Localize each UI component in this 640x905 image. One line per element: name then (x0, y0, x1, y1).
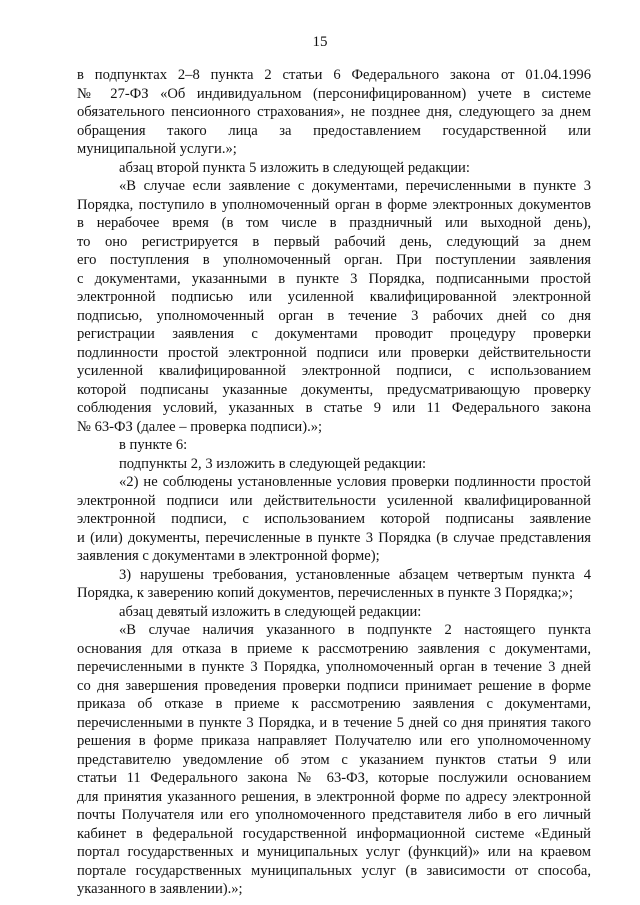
text-line: «2) не соблюдены установленные условия проверки подлинности простой (119, 474, 591, 490)
text-line: статьи 11 Федерального закона № 63-ФЗ, которые послужили основанием (77, 770, 591, 786)
text-line: электронной подписи или действительности усиленной квалифицированной (77, 492, 591, 509)
text-line: обязательного пенсионного страхования», не позднее дня, следующего за днем (77, 104, 591, 120)
text-line: 3) нарушены требования, установленные абзацем четвертым пункта 4 (119, 566, 591, 583)
text-line: абзац девятый изложить в следующей редакции: (119, 603, 422, 620)
text-line: подпункты 2, 3 изложить в следующей редакции: (119, 455, 427, 472)
text-line: регистрации заявления с документами проводит процедуру проверки (77, 326, 591, 342)
text-line: соблюдения условий, указанных в статье 9 или 11 Федерального закона (77, 400, 591, 416)
text-line: в подпунктах 2–8 пункта 2 статьи 6 Федерального закона от 01.04.1996 (77, 67, 591, 83)
text-line: муниципальной услуги.»; (77, 141, 237, 157)
text-line: обращения такого лица за предоставлением государственной или (77, 122, 591, 139)
text-line: решения в форме приказа направляет Получателю или его уполномоченному (77, 733, 591, 749)
text-line: которой подписаны указанные документы, предусматривающую проверку (77, 381, 591, 398)
text-line: в нерабочее время (в том числе в праздничный или выходной день), (77, 215, 591, 231)
text-line: для принятия указанного решения, в электронной форме по адресу электронной (77, 788, 591, 805)
text-line: электронной подписью или усиленной квалифицированной электронной (77, 289, 591, 305)
text-line: подлинности простой электронной подписи или проверки действительности (77, 344, 591, 361)
text-line: портал государственных и муниципальных услуг (функций)» или на краевом (77, 844, 591, 860)
text-line: приказа об отказе в приеме к рассмотрению заявления с документами, (77, 696, 591, 712)
text-line: Порядка, поступило в уполномоченный орган в форме электронных документов (77, 196, 591, 213)
text-line: с документами, указанными в пункте 3 Порядка, подписанными простой (77, 270, 591, 287)
page-number: 15 (312, 34, 328, 50)
text-line: «В случае если заявление с документами, перечисленными в пункте 3 (119, 178, 591, 194)
text-line: то оно регистрируется в первый рабочий день, следующий за днем (77, 233, 591, 250)
document-body (77, 66, 591, 899)
text-line: кабинет в федеральной государственной информационной системе «Единый (77, 825, 591, 842)
text-line: и (или) документы, перечисленные в пункте 3 Порядка (в случае представления (77, 529, 591, 546)
text-line: в пункте 6: (119, 437, 188, 453)
text-line: перечисленными в пункте 3 Порядка, и в течение 5 дней со дня принятия такого (77, 714, 591, 731)
text-line: подписью, уполномоченный орган в течение 3 рабочих дней со дня (77, 307, 591, 324)
text-line: его поступления в уполномоченный орган. При поступлении заявления (77, 252, 591, 268)
text-line: «В случае наличия указанного в подпункте 2 настоящего пункта (119, 622, 591, 638)
text-line: заявления с документами в электронной форме); (77, 548, 380, 564)
text-line: основания для отказа в приеме к рассмотрению заявления с документами, (77, 640, 591, 657)
text-line: Порядка, к заверению копий документов, перечисленных в пункте 3 Порядка;»; (77, 585, 574, 601)
text-line: представителю уведомление об этом с указанием пунктов статьи 9 или (77, 751, 591, 768)
text-line: № 63-ФЗ (далее – проверка подписи).»; (77, 418, 323, 435)
text-line: портале государственных муниципальных услуг (в зависимости от способа, (77, 862, 591, 879)
text-line: почты Получателя или его уполномоченного представителя либо в его личный (77, 807, 591, 823)
text-line: указанного в заявлении).»; (77, 881, 243, 897)
text-line: № 27-ФЗ «Об индивидуальном (персонифицированном) учете в системе (77, 85, 591, 102)
text-line: абзац второй пункта 5 изложить в следующей редакции: (119, 159, 470, 176)
text-line: усиленной квалифицированной электронной подписи, с использованием (77, 363, 591, 379)
text-line: электронной подписи, с использованием которой подписаны заявление (77, 511, 591, 527)
text-line: перечисленными в пункте 3 Порядка, уполномоченный орган в течение 3 дней (77, 659, 591, 675)
text-line: со дня завершения проведения проверки подписи принимает решение в форме (77, 677, 591, 694)
